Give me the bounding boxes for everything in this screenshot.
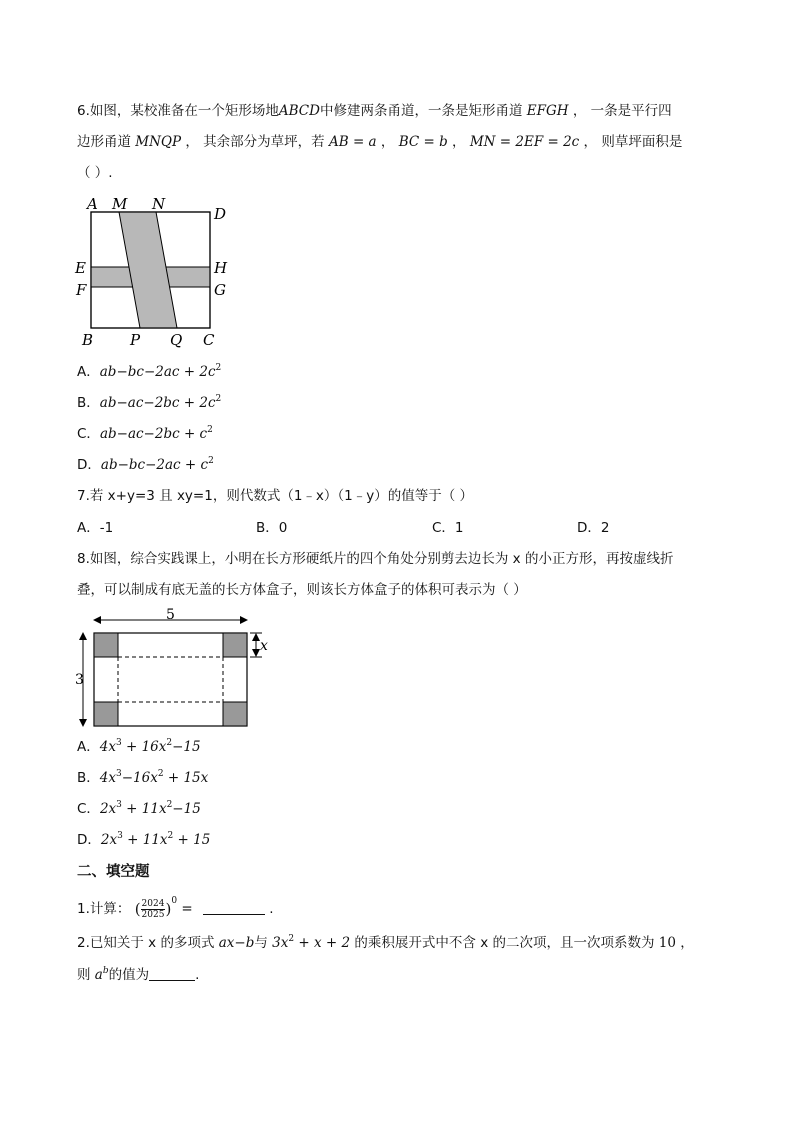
- option-term: 2x: [99, 801, 117, 817]
- label-h: H: [214, 259, 228, 277]
- fill2-number: 10: [658, 935, 676, 951]
- option-expr: ab−ac−2bc + c: [99, 426, 208, 442]
- option-exponent: 2: [166, 738, 173, 748]
- option-exponent: 2: [215, 394, 222, 404]
- q6-option-b[interactable]: [77, 393, 221, 413]
- q7-option-d[interactable]: D．2: [577, 520, 610, 536]
- fraction-numerator: 2024: [141, 898, 165, 909]
- fraction: [141, 899, 166, 920]
- label-f: F: [76, 281, 87, 299]
- q6-stem-line2: 边形甬道 MNQP ， 其余部分为草坪，若 AB = a ， BC = b ， MN = 2EF = 2c ， 则草坪面积是: [77, 134, 683, 150]
- q6-stem-line3: （ ）.: [77, 165, 113, 181]
- option-term: + 11x: [122, 832, 168, 848]
- option-exponent: 2: [157, 769, 164, 779]
- q8-stem-line2: 叠，可以制成有底无盖的长方体盒子，则该长方体盒子的体积可表示为（ ）: [77, 582, 527, 598]
- label-c: C: [203, 331, 215, 349]
- fill2-line2: [77, 965, 199, 985]
- option-prefix: B．: [77, 770, 100, 786]
- option-exponent: 2: [167, 831, 174, 841]
- option-term: + 15x: [163, 770, 209, 786]
- q7-stem: 7.若 x+y=3 且 xy=1，则代数式（1﹣x）（1﹣y）的值等于（ ）: [77, 488, 474, 504]
- answer-blank[interactable]: [149, 966, 195, 981]
- option-exponent: 2: [215, 363, 222, 373]
- fill2-text: ，: [680, 935, 694, 951]
- option-exponent: 2: [207, 425, 213, 435]
- q6-text: 6.如图，某校准备在一个矩形场地: [77, 103, 279, 119]
- label-g: G: [214, 281, 226, 299]
- label-p: P: [130, 331, 141, 349]
- fill2-text: 的值为: [108, 967, 150, 983]
- q6-option-c[interactable]: [77, 424, 213, 444]
- label-q: Q: [170, 331, 183, 349]
- q6-option-a[interactable]: [77, 362, 221, 382]
- option-expr: ab−bc−2ac + 2c: [99, 364, 216, 380]
- q8-option-b[interactable]: [77, 768, 208, 788]
- fill2-expr: 3x: [272, 935, 289, 951]
- fill2-base: a: [94, 967, 103, 983]
- q6-mnqp: MNQP: [135, 134, 182, 150]
- q8-option-a[interactable]: [77, 737, 201, 757]
- option-term: + 15: [173, 832, 211, 848]
- option-exponent: 3: [116, 800, 122, 810]
- q8-option-c[interactable]: [77, 799, 201, 819]
- fill2-text: 与: [254, 935, 268, 951]
- height-label: 3: [75, 672, 84, 688]
- option-exponent: 2: [208, 456, 214, 466]
- fill2-tail: .: [195, 967, 200, 983]
- corner-square-tl: [94, 633, 118, 657]
- q6-bc-eq: BC = b: [398, 134, 448, 150]
- q8-stem-line1: 8.如图，综合实践课上，小明在长方形硬纸片的四个角处分别剪去边长为 x 的小正方形，再按虚线折: [77, 551, 674, 567]
- option-expr: ab−ac−2bc + 2c: [99, 395, 216, 411]
- q6-text: ， 其余部分为草坪，若: [185, 134, 325, 150]
- corner-square-tr: [223, 633, 247, 657]
- q8-option-d[interactable]: [77, 830, 210, 850]
- x-label: x: [260, 638, 268, 654]
- option-exponent: 3: [115, 738, 122, 748]
- label-a: A: [87, 195, 98, 213]
- q6-stem-line1: [77, 101, 672, 121]
- fill1-tail: .: [269, 901, 274, 917]
- equals-sign: =: [181, 901, 193, 917]
- fill1-prefix: 1.计算：: [77, 901, 131, 917]
- label-n: N: [152, 195, 166, 213]
- corner-square-bl: [94, 702, 118, 726]
- fraction-exponent: 0: [171, 896, 178, 906]
- q6-text: ， 则草坪面积是: [583, 134, 683, 150]
- q6-mn-eq: MN = 2EF = 2c: [469, 134, 580, 150]
- option-prefix: B．: [77, 395, 100, 411]
- fraction-denominator: 2025: [141, 909, 165, 920]
- option-term: + 11x: [121, 801, 167, 817]
- q7-option-c[interactable]: C．1: [432, 520, 464, 536]
- option-prefix: A．: [77, 364, 100, 380]
- option-prefix: D．: [77, 832, 101, 848]
- q7-option-b[interactable]: B．0: [256, 520, 288, 536]
- option-term: 2x: [100, 832, 118, 848]
- q7-option-a[interactable]: A．-1: [77, 520, 114, 536]
- q6-figure: [72, 192, 242, 352]
- q6-ab-eq: AB = a: [328, 134, 377, 150]
- label-d: D: [214, 205, 227, 223]
- option-term: 4x: [99, 739, 116, 755]
- option-expr: ab−bc−2ac + c: [100, 457, 209, 473]
- q8-figure: [72, 608, 277, 733]
- option-term: −16x: [121, 770, 158, 786]
- label-b: B: [82, 331, 94, 349]
- option-term: −15: [172, 801, 201, 817]
- fill2-exponent: b: [102, 966, 109, 976]
- fill2-exponent: 2: [288, 934, 295, 944]
- fill2-text: 则: [77, 967, 91, 983]
- option-exponent: 2: [166, 800, 173, 810]
- option-prefix: D．: [77, 457, 101, 473]
- q6-abcd: ABCD: [278, 103, 320, 119]
- option-prefix: C．: [77, 426, 100, 442]
- fill2-line1: [77, 933, 694, 953]
- q6-text: 边形甬道: [77, 134, 131, 150]
- answer-blank[interactable]: [203, 900, 265, 915]
- option-term: + 16x: [121, 739, 167, 755]
- fill2-text: 的乘积展开式中不含 x 的二次项，且一次项系数为: [354, 935, 655, 951]
- q6-text: ， 一条是平行四: [572, 103, 672, 119]
- option-exponent: 3: [117, 831, 123, 841]
- fill2-text: 2.已知关于 x 的多项式: [77, 935, 215, 951]
- fill2-expr: ax−b: [218, 935, 255, 951]
- label-m: M: [112, 195, 128, 213]
- section-title: 二、填空题: [77, 864, 150, 880]
- corner-square-br: [223, 702, 247, 726]
- width-label: 5: [166, 608, 175, 623]
- q6-text: 中修建两条甬道，一条是矩形甬道: [319, 103, 523, 119]
- option-term: 4x: [99, 770, 116, 786]
- q6-efgh: EFGH: [526, 103, 569, 119]
- label-e: E: [75, 259, 86, 277]
- option-prefix: C．: [77, 801, 100, 817]
- q6-option-d[interactable]: [77, 455, 214, 475]
- fill1: 1.计算： ( $\frac{2024}{2025}$ )$^0$ = .: [77, 896, 274, 920]
- option-exponent: 3: [115, 769, 122, 779]
- option-prefix: A．: [77, 739, 100, 755]
- fill2-expr: + x + 2: [294, 935, 351, 951]
- option-term: −15: [172, 739, 201, 755]
